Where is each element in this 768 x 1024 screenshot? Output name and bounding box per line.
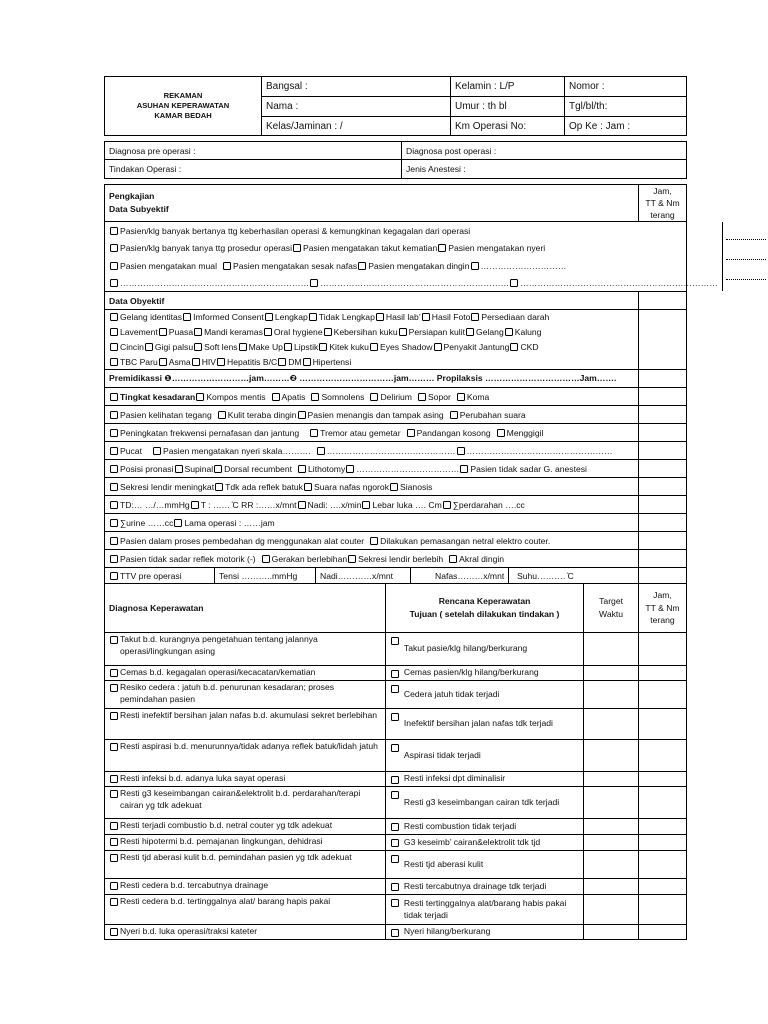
premedikasi-row [104,370,687,388]
tujuan-item: Resti tercabutnya drainage tdk terjadi [403,880,547,891]
table-row [104,787,687,819]
pengkajian-title: Pengkajian [109,191,155,202]
table-row [104,740,687,772]
jam-cell[interactable] [639,895,686,924]
diagnosa-item: Resti infeksi b.d. adanya luka sayat operasi [120,773,286,783]
target-waktu-cell[interactable] [584,925,639,939]
record-col [565,77,686,135]
checkbox[interactable] [196,393,204,401]
checkbox[interactable] [110,712,118,720]
checkbox[interactable] [362,501,370,509]
diagnosa-item: Resti hipotermi b.d. pemajanan lingkungan, dehidrasi [120,836,323,846]
checkbox[interactable] [460,465,468,473]
checkbox[interactable] [110,279,118,287]
tujuan-item: Nyeri hilang/berkurang [403,926,491,937]
subyektif-block [104,222,718,292]
table-row [104,772,687,787]
diagnosa-row-1 [104,141,687,160]
jam-cell[interactable] [639,740,686,771]
kelamin-field[interactable]: Kelamin : L/P [451,77,564,97]
checkbox[interactable] [319,343,327,351]
tensi-field[interactable]: Tensi ………..mmHg [215,568,316,583]
demographics-col [451,77,565,135]
motorik-row: Pasien tidak sadar reflek motorik (-) Gerakan berlebihan Sekresi lendir berlebih Akral dingin [104,550,687,568]
checkbox[interactable] [183,313,191,321]
checkbox[interactable] [370,537,378,545]
table-row [104,633,687,666]
checkbox[interactable] [457,393,465,401]
checkbox[interactable] [466,328,474,336]
checkbox[interactable] [265,313,273,321]
subyektif-title: Data Subyektif [109,204,169,214]
diagnosa-keperawatan-head: Diagnosa Keperawatan [105,584,386,632]
persiapan-row: Cincin Gigi palsu Soft lens Make Up Lipstik Kitek kuku Eyes Shadow Penyakit Jantung CKD [105,340,638,354]
checkbox[interactable] [324,328,332,336]
tujuan-item: Resti infeksi dpt diminalisir [403,773,506,784]
checkbox[interactable] [262,555,270,563]
subyektif-row: ………………………………………………………… ………………………………………………………… …………………………………………………………… [105,275,722,291]
checkbox[interactable] [438,244,446,252]
patient-col [262,77,451,135]
diagnosa-item: Resti aspirasi b.d. menurunnya/tidak adanya reflek batuk/lidah jatuh [120,741,378,751]
table-row [104,709,687,740]
checkbox[interactable] [391,670,399,678]
checkbox[interactable] [510,343,518,351]
tujuan-item: Resti combustion tidak terjadi [403,820,517,831]
diagnosa-post-field[interactable]: Diagnosa post operasi : [406,145,497,156]
checkbox[interactable] [110,501,118,509]
jam-header: Jam, TT & Nm terang [645,589,680,626]
gelisah-row: Pasien kelihatan tegang Kulit teraba dingin Pasien menangis dan tampak asing Perubahan suara [104,406,687,424]
vital-row: TD:… …/…mmHg T : …… ̊C RR :……x/mnt Nadi: ….x/min Lebar luka …. Cm ∑perdarahan ….cc [104,496,687,514]
nama-field[interactable]: Nama : [262,97,450,117]
persiapan-row: Lavement Puasa Mandi keramas Oral hygiene Kebersihan kuku Persiapan kulit Gelang Kalung [105,325,638,339]
checkbox[interactable] [391,744,399,752]
target-waktu-cell[interactable] [584,740,639,771]
jam-cell[interactable] [639,666,686,680]
table-row [104,666,687,681]
checkbox[interactable] [110,343,118,351]
checkbox[interactable] [303,358,311,366]
checkbox[interactable] [110,262,118,270]
checkbox[interactable] [153,447,161,455]
checkbox[interactable] [110,928,118,936]
pengkajian-header [104,184,687,222]
rencana-rows [104,633,687,940]
diagnosa-item: Cemas b.d. kegagalan operasi/kecacatan/kematian [120,667,316,677]
checkbox[interactable] [346,465,354,473]
checkbox[interactable] [159,328,167,336]
checkbox[interactable] [110,669,118,677]
checkbox[interactable] [214,465,222,473]
checkbox[interactable] [110,328,118,336]
checkbox[interactable] [390,483,398,491]
jam-header: Jam, TT & Nm terang [645,185,680,221]
checkbox[interactable] [391,839,399,847]
persiapan-row: TBC Paru Asma HIV Hepatitis B/C DM Hipertensi [105,355,638,369]
pucat-row: Pucat Pasien mengatakan nyeri skala………. ……………………………………… …………………………………………… [104,442,687,460]
checkbox[interactable] [434,343,442,351]
checkbox[interactable] [110,244,118,252]
checkbox[interactable] [391,776,399,784]
nadi-field[interactable]: Nadi…………x/mnt [316,568,411,583]
tujuan-item: Takut pasie/klg hilang/berkurang [403,643,528,654]
checkbox[interactable] [110,775,118,783]
obyektif-header [104,292,687,310]
checkbox[interactable] [449,555,457,563]
checkbox[interactable] [191,501,199,509]
checkbox[interactable] [298,501,306,509]
checkbox[interactable] [159,358,167,366]
checkbox[interactable] [194,328,202,336]
umur-field[interactable]: Umur : th bl [451,97,564,117]
anestesi-field[interactable]: Jenis Anestesi : [406,164,466,174]
table-row [104,879,687,895]
target-waktu-cell[interactable] [584,879,639,894]
checkbox[interactable] [370,343,378,351]
rencana-header [104,584,687,633]
checkbox[interactable] [239,343,247,351]
jam-cell[interactable] [639,925,686,939]
tujuan-item: Cemas pasien/klg hilang/berkurang [403,667,539,678]
checkbox[interactable] [110,854,118,862]
diagnosa-item: Takut b.d. kurangnya pengetahuan tentang jalannya operasi/lingkungan asing [120,634,318,656]
diagnosa-item: Resti inefektif bersihan jalan nafas b.d. akumulasi sekret berlebihan [120,710,378,720]
form-title: REKAMAN ASUHAN KEPERAWATAN KAMAR BEDAH [105,77,262,135]
persiapan-row: Gelang identitas Imformed Consent Lengkap Tidak Lengkap Hasil lab’ Hasil Foto Persediaan darah [105,310,638,324]
checkbox[interactable] [457,447,465,455]
checkbox[interactable] [418,393,426,401]
diagnosa-item: Resti g3 keseimbangan cairan&elektrolit b.d. perdarahan/terapi cairan yg tdk adekuat [120,788,361,810]
checkbox[interactable] [497,429,505,437]
diagnosa-item: Resti terjadi combustio b.d. netral couter yg tdk adekuat [120,820,333,830]
checkbox[interactable] [284,343,292,351]
ttv-row: TTV pre operasi Tensi ………..mmHg Nadi…………x/mnt Nafas………x/mnt Suhu………. ̊C [104,568,687,584]
jam-cell[interactable] [639,819,686,834]
checkbox[interactable] [376,313,384,321]
table-row [104,895,687,925]
target-waktu-cell[interactable] [584,851,639,878]
checkbox[interactable] [110,822,118,830]
checkbox[interactable] [304,483,312,491]
checkbox[interactable] [391,929,399,937]
checkbox[interactable] [443,501,451,509]
checkbox[interactable] [110,636,118,644]
suhu-field[interactable]: Suhu………. ̊C [517,570,574,581]
checkbox[interactable] [110,838,118,846]
obyektif-title: Data Obyektif [105,292,639,309]
op-ke-field[interactable]: Op Ke : Jam : [569,120,631,132]
checkbox[interactable] [145,343,153,351]
diagnosa-item: Resiko cedera : jatuh b.d. penurunan kesadaran; proses pemindahan pasien [120,682,335,704]
checkbox[interactable] [391,883,399,891]
checkbox[interactable] [192,358,200,366]
checkbox[interactable] [348,555,356,563]
diagnosa-item: Nyeri b.d. luka operasi/traksi kateter [120,926,258,936]
checkbox[interactable] [391,855,399,863]
checkbox[interactable] [218,411,226,419]
checkbox[interactable] [505,328,513,336]
checkbox[interactable] [217,358,225,366]
target-waktu-cell[interactable] [584,666,639,680]
checkbox[interactable] [110,465,118,473]
checkbox[interactable] [370,393,378,401]
checkbox[interactable] [110,790,118,798]
checkbox[interactable] [391,899,399,907]
jam-cell[interactable] [639,633,686,665]
table-row [104,819,687,835]
checkbox[interactable] [272,393,280,401]
checkbox[interactable] [110,313,118,321]
checkbox[interactable] [293,244,301,252]
table-row [104,851,687,879]
diagnosa-item: Resti cedera b.d. tercabutnya drainage [120,880,269,890]
checkbox[interactable] [391,823,399,831]
checkbox[interactable] [223,262,231,270]
table-row [104,681,687,709]
elektro-row: Pasien dalam proses pembedahan dg menggunakan alat couter Dilakukan pemasangan netral elektro couter. [104,532,687,550]
checkbox[interactable] [110,429,118,437]
checkbox[interactable] [110,882,118,890]
diagnosa-item: Resti tjd aberasi kulit b.d. pemindahan pasien yg tdk adekuat [120,852,352,862]
tindakan-field[interactable]: Tindakan Operasi : [105,160,402,178]
tujuan-item: Resti tertinggalnya alat/barang habis pakai tidak terjadi [403,897,567,920]
nomor-field[interactable]: Nomor : [565,77,686,97]
checkbox[interactable] [110,447,118,455]
checkbox[interactable] [471,262,479,270]
checkbox[interactable] [264,328,272,336]
rencana-head: Rencana Keperawatan Tujuan ( setelah dilakukan tindakan ) [386,584,584,632]
checkbox[interactable] [450,411,458,419]
tujuan-item: Cedera jatuh tidak terjadi [403,688,500,699]
checkbox[interactable] [278,358,286,366]
target-waktu-cell[interactable] [584,895,639,924]
checkbox[interactable] [310,429,318,437]
checkbox[interactable] [298,465,306,473]
target-waktu-cell[interactable] [584,709,639,739]
target-waktu-cell[interactable] [584,819,639,834]
nafas-field[interactable]: Nafas………x/mnt [411,568,509,583]
nafas-row: Peningkatan frekwensi pernafasan dan jantung Tremor atau gemetar Pandangan kosong Menggigil [104,424,687,442]
subyektif-row: Pasien mengatakan mual Pasien mengatakan sesak nafas Pasien mengatakan dingin ………………………… [105,257,722,275]
checkbox[interactable] [110,743,118,751]
checkbox[interactable] [110,483,118,491]
jam-cell[interactable] [639,835,686,850]
checkbox[interactable] [311,393,319,401]
checkbox[interactable] [110,537,118,545]
subyektif-row: Pasien/klg banyak tanya ttg prosedur operasi Pasien mengatakan takut kematian Pasien mengatakan nyeri [105,239,722,257]
checkbox[interactable] [471,313,479,321]
target-waktu-cell[interactable] [584,772,639,786]
obyektif-persiapan-block [104,310,687,370]
tujuan-item: Resti tjd aberasi kulit [403,858,484,869]
subyektif-signature-col[interactable] [723,222,768,291]
checkbox[interactable] [110,358,118,366]
checkbox[interactable] [391,685,399,693]
jam-cell[interactable] [639,772,686,786]
checkbox[interactable] [174,519,182,527]
sekresi-row: Sekresi lendir meningkat Tdk ada reflek batuk Suara nafas ngorok Sianosis [104,478,687,496]
checkbox[interactable] [422,313,430,321]
checkbox[interactable] [310,279,318,287]
kelas-field[interactable]: Kelas/Jaminan : / [266,120,343,132]
target-waktu-head: Target Waktu [584,584,639,632]
checkbox[interactable] [317,447,325,455]
checkbox[interactable] [110,519,118,527]
checkbox[interactable] [110,555,118,563]
table-row [104,925,687,940]
checkbox[interactable] [110,411,118,419]
nursing-form [104,76,718,940]
tujuan-item: G3 keseimb’ cairan&elektrolit tdk tjd [403,836,541,847]
diagnosa-pre-field[interactable]: Diagnosa pre operasi : [105,142,402,159]
checkbox[interactable] [175,465,183,473]
premedikasi-field[interactable]: Premidikassi ❶………………………jam………❷ ……………………………jam……… Propilaksis ……………………………Jam……. [105,370,639,387]
target-waktu-cell[interactable] [584,681,639,708]
checkbox[interactable] [358,262,366,270]
checkbox[interactable] [110,572,118,580]
jam-cell[interactable] [639,709,686,739]
jam-cell[interactable] [639,879,686,894]
form-header [104,76,687,136]
checkbox[interactable] [391,791,399,799]
jam-cell[interactable] [639,787,686,818]
target-waktu-cell[interactable] [584,633,639,665]
target-waktu-cell[interactable] [584,787,639,818]
checkbox[interactable] [298,411,306,419]
subyektif-row: Pasien/klg banyak bertanya ttg keberhasilan operasi & kemungkinan kegagalan dari operasi [105,222,722,239]
posisi-row: Posisi pronasi Supinal Dorsal recumbent Lithotomy ……………………………… Pasien tidak sadar G. anestesi [104,460,687,478]
km-operasi-field[interactable]: Km Operasi No: [455,120,527,132]
table-row [104,835,687,851]
checkbox[interactable] [110,393,118,401]
target-waktu-cell[interactable] [584,835,639,850]
kesadaran-row: Tingkat kesadaran Kompos mentis Apatis Somnolens Delirium Sopor Koma [104,388,687,406]
urine-row: ∑urine ……cc Lama operasi : ……jam [104,514,687,532]
jam-cell[interactable] [639,681,686,708]
jam-cell[interactable] [639,851,686,878]
checkbox[interactable] [215,483,223,491]
tgl-field[interactable]: Tgl/bl/th: [565,97,686,117]
checkbox[interactable] [391,713,399,721]
tujuan-item: Aspirasi tidak terjadi [403,749,481,760]
tujuan-item: Resti g3 keseimbangan cairan tdk terjadi [403,796,560,807]
checkbox[interactable] [407,429,415,437]
diagnosa-row-2 [104,160,687,179]
checkbox[interactable] [391,637,399,645]
checkbox[interactable] [194,343,202,351]
checkbox[interactable] [399,328,407,336]
checkbox[interactable] [510,279,518,287]
checkbox[interactable] [110,684,118,692]
checkbox[interactable] [110,898,118,906]
checkbox[interactable] [309,313,317,321]
diagnosa-item: Resti cedera b.d. tertinggalnya alat/ barang hapis pakai [120,896,331,906]
checkbox[interactable] [110,227,118,235]
bangsal-field[interactable]: Bangsal : [262,77,450,97]
tujuan-item: Inefektif bersihan jalan nafas tdk terjadi [403,718,553,729]
